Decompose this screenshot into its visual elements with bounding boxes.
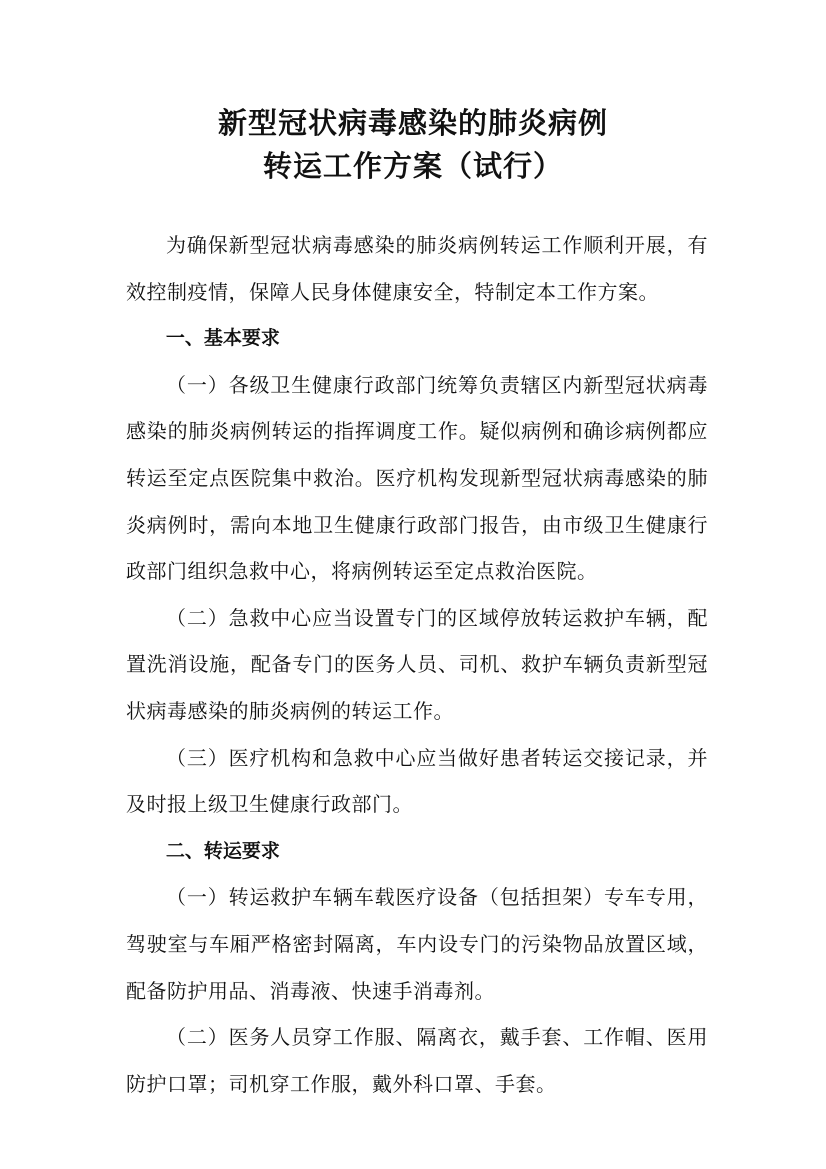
section-2-item-1: （一）转运救护车辆车载医疗设备（包括担架）专车专用，驾驶室与车厢严格密封隔离，车内设专门的污染物品放置区域，配备防护用品、消毒液、快速手消毒剂。	[126, 885, 708, 1003]
section-2-heading: 二、转运要求	[165, 839, 280, 862]
section-1-item-2: （二）急救中心应当设置专门的区域停放转运救护车辆，配置洗消设施，配备专门的医务人员、司机、救护车辆负责新型冠状病毒感染的肺炎病例的转运工作。	[126, 605, 708, 723]
section-2-item-2: （二）医务人员穿工作服、隔离衣，戴手套、工作帽、医用防护口罩；司机穿工作服，戴外科口罩、手套。	[126, 1025, 708, 1096]
document-title-line-1: 新型冠状病毒感染的肺炎病例	[217, 106, 608, 140]
section-1-item-1: （一）各级卫生健康行政部门统筹负责辖区内新型冠状病毒感染的肺炎病例转运的指挥调度工作。疑似病例和确诊病例都应转运至定点医院集中救治。医疗机构发现新型冠状病毒感染的肺炎病例时，需向本地卫生健康行政部门报告，由市级卫生健康行政部门组织急救中心，将病例转运至定点救治医院。	[126, 372, 708, 584]
section-1-item-3: （三）医疗机构和急救中心应当做好患者转运交接记录，并及时报上级卫生健康行政部门。	[126, 745, 708, 817]
intro-paragraph: 为确保新型冠状病毒感染的肺炎病例转运工作顺利开展，有效控制疫情，保障人民身体健康安全，特制定本工作方案。	[126, 233, 708, 304]
section-1-heading: 一、基本要求	[165, 327, 280, 350]
document-body	[126, 222, 708, 1107]
document-title-line-2: 转运工作方案（试行）	[262, 149, 563, 183]
